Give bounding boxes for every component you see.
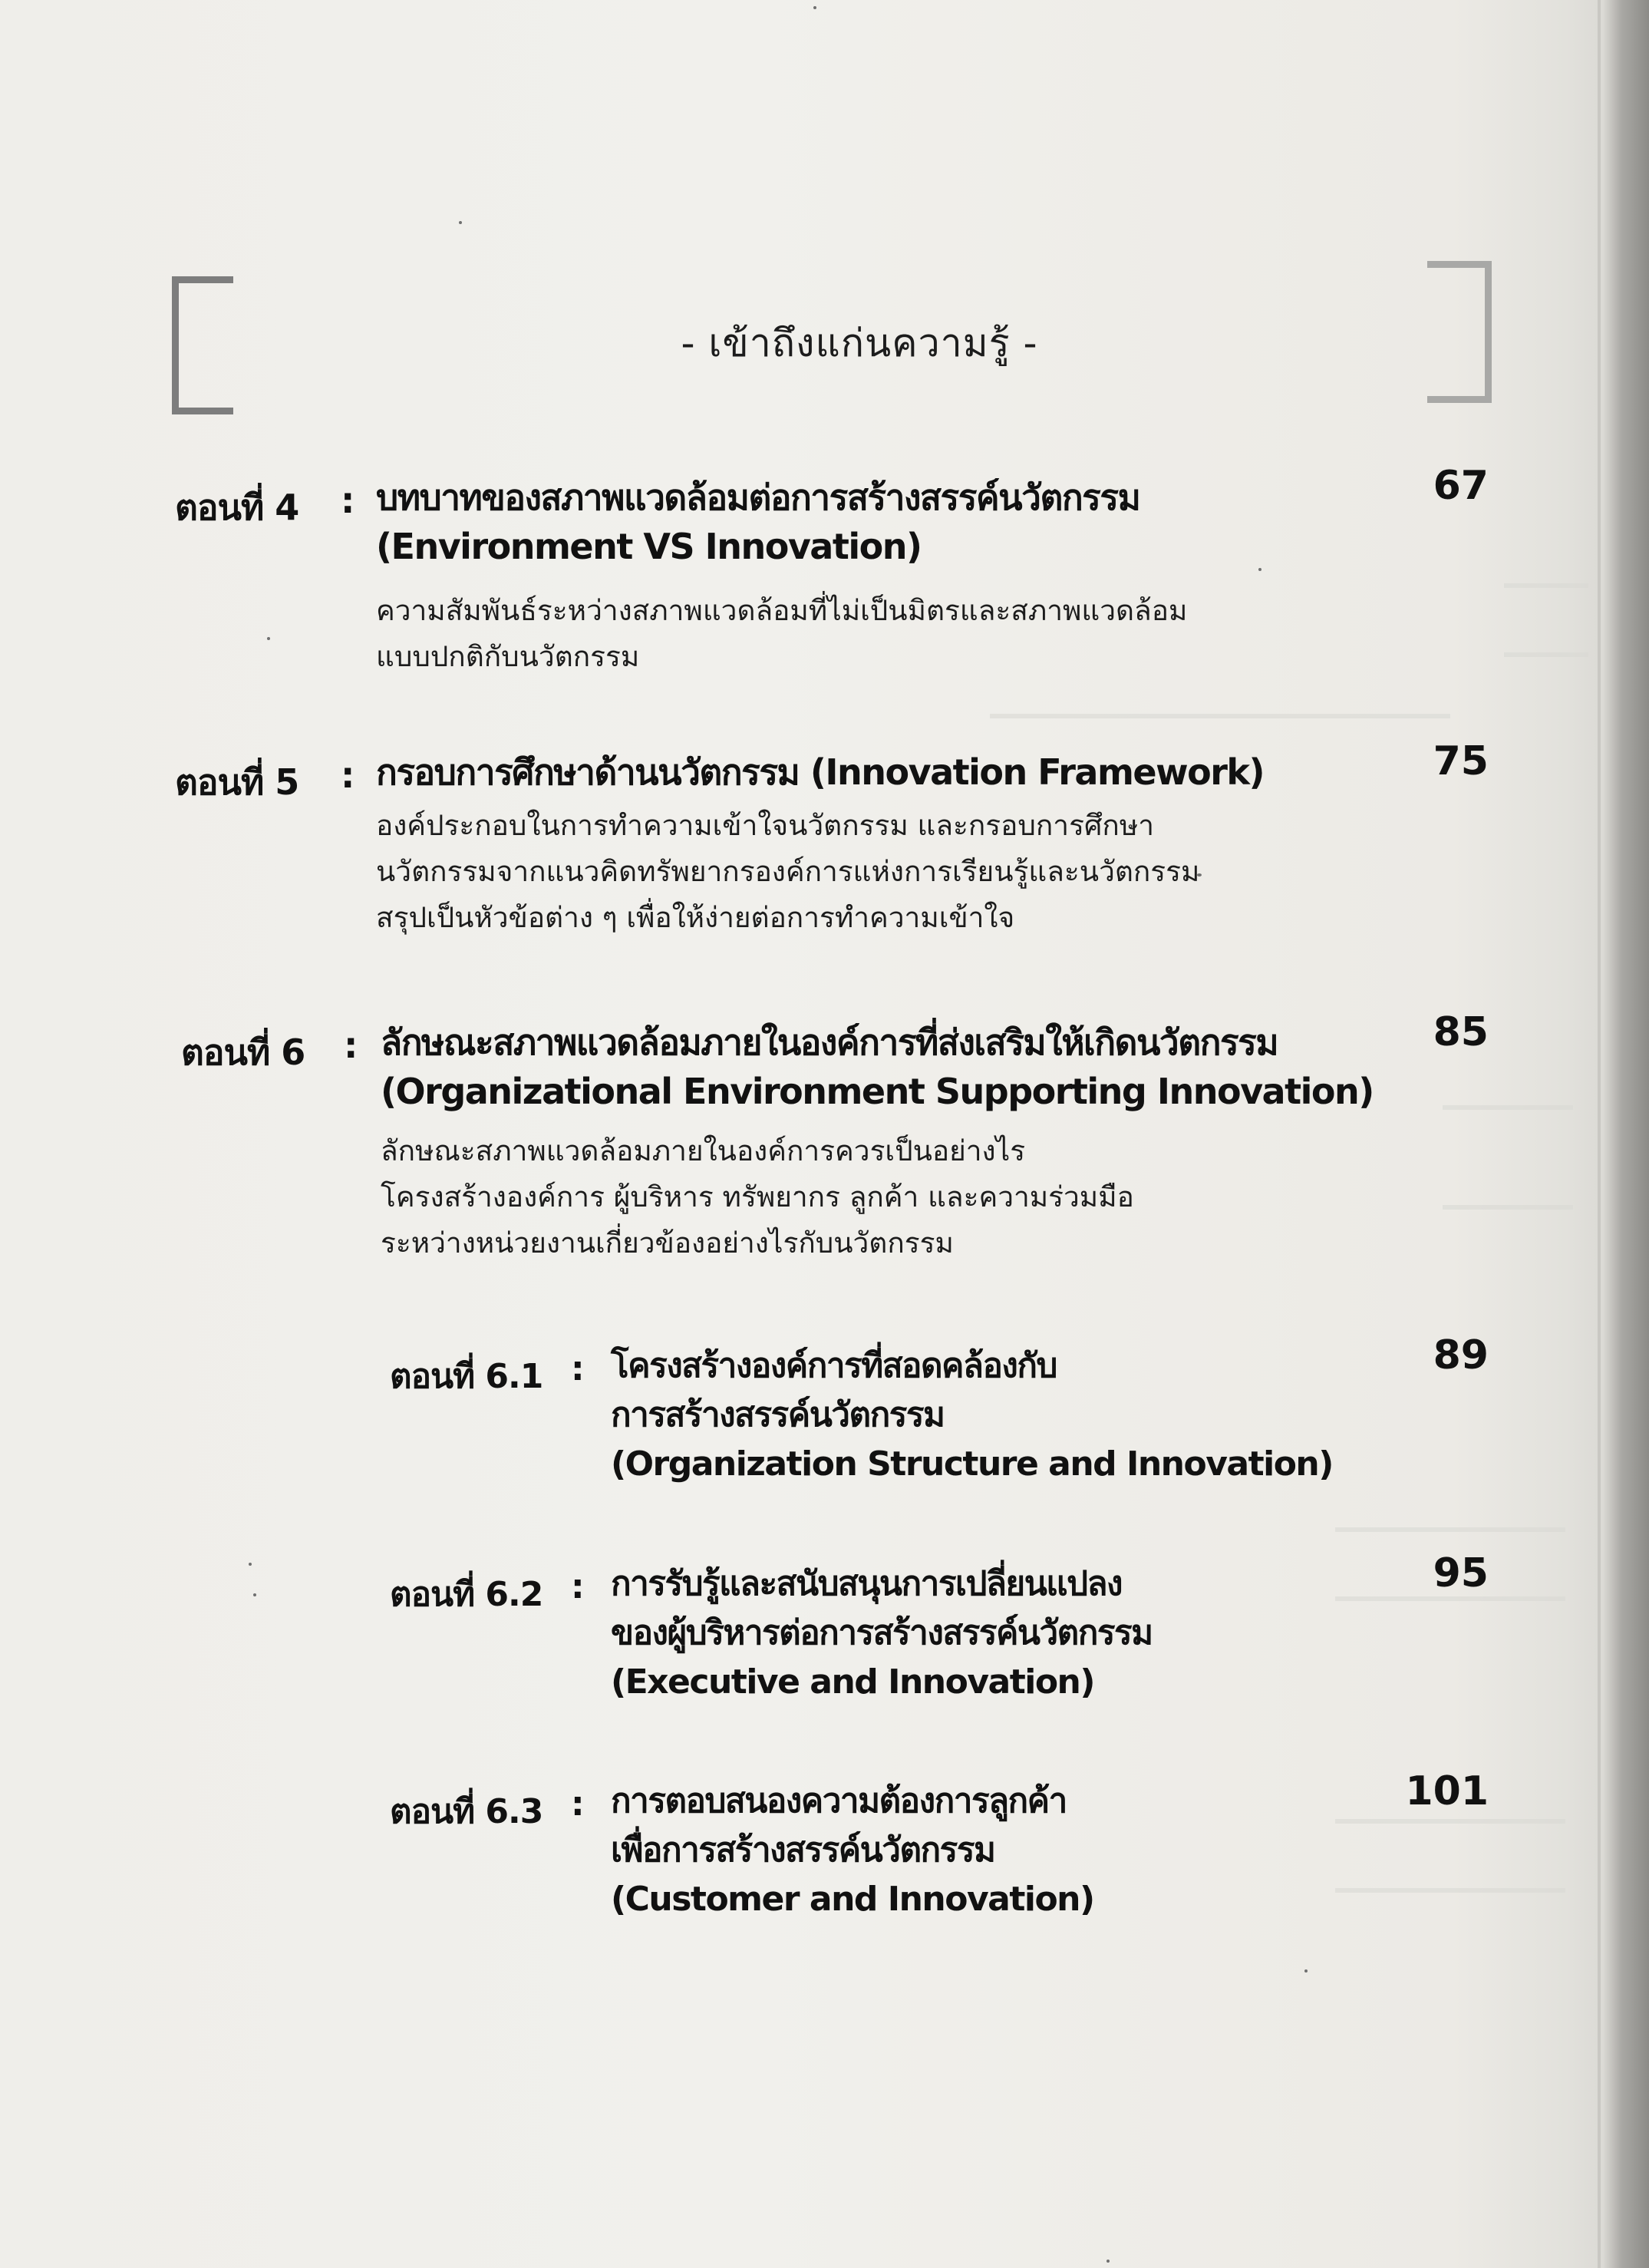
speck	[1258, 568, 1261, 571]
toc-subentry-colon: :	[571, 1567, 585, 1606]
toc-entry-title-line: บทบาทของสภาพแวดล้อมต่อการสร้างสรรค์นวัตกรรม	[376, 477, 1140, 518]
toc-entry-label: ตอนที่ 4	[175, 487, 299, 528]
toc-subentry-colon: :	[571, 1349, 585, 1388]
show-through	[1504, 583, 1588, 588]
right-bracket-decoration	[1427, 261, 1492, 403]
toc-entry-description-line: นวัตกรรมจากแนวคิดทรัพยากรองค์การแห่งการเรียนรู้และนวัตกรรม	[376, 855, 1200, 888]
page-edge-line	[1598, 0, 1601, 2268]
toc-entry-title-line: กรอบการศึกษาด้านนวัตกรรม (Innovation Framework)	[376, 751, 1264, 793]
speck	[267, 637, 270, 640]
toc-entry-description-line: สรุปเป็นหัวข้อต่าง ๆ เพื่อให้ง่ายต่อการทำความเข้าใจ	[376, 901, 1015, 934]
toc-subentry-title	[611, 1560, 1153, 1707]
toc-entry-page-number: 67	[1433, 463, 1489, 509]
show-through	[1335, 1819, 1565, 1824]
toc-entry-colon: :	[344, 1025, 358, 1066]
show-through	[990, 714, 1450, 718]
toc-subentry-label: ตอนที่ 6.2	[390, 1575, 543, 1614]
toc-entry-title-line: (Environment VS Innovation)	[376, 526, 922, 567]
toc-entry-description-line: ความสัมพันธ์ระหว่างสภาพแวดล้อมที่ไม่เป็นมิตรและสภาพแวดล้อม	[376, 594, 1188, 627]
toc-entry-page-number: 85	[1433, 1009, 1489, 1055]
speck	[1304, 1969, 1308, 1973]
speck	[813, 6, 816, 9]
page-title: - เข้าถึงแก่นความรู้ -	[681, 321, 1038, 365]
toc-subentry-title-line: ของผู้บริหารต่อการสร้างสรรค์นวัตกรรม	[611, 1613, 1153, 1652]
show-through	[1335, 1527, 1565, 1532]
toc-entry-title	[376, 748, 1264, 797]
toc-subentry-page-number: 95	[1433, 1550, 1489, 1596]
show-through	[1335, 1888, 1565, 1893]
toc-entry-description-line: โครงสร้างองค์การ ผู้บริหาร ทรัพยากร ลูกค้า และความร่วมมือ	[381, 1180, 1134, 1213]
toc-entry-description-line: แบบปกติกับนวัตกรรม	[376, 640, 640, 673]
toc-entry-description	[381, 1128, 1134, 1266]
toc-entry-description-line: ลักษณะสภาพแวดล้อมภายในองค์การควรเป็นอย่างไร	[381, 1134, 1026, 1167]
toc-subentry-label: ตอนที่ 6.1	[390, 1357, 543, 1396]
speck	[1106, 2260, 1110, 2263]
toc-entry-colon: :	[341, 480, 355, 521]
speck	[249, 1563, 252, 1566]
page-edge-shadow	[1604, 0, 1649, 2268]
toc-subentry-page-number: 101	[1405, 1768, 1489, 1814]
toc-entry-title-line: ลักษณะสภาพแวดล้อมภายในองค์การที่ส่งเสริมให้เกิดนวัตกรรม	[381, 1022, 1278, 1063]
toc-subentry-title-line: (Customer and Innovation)	[611, 1880, 1094, 1919]
toc-subentry-title-line: เพื่อการสร้างสรรค์นวัตกรรม	[611, 1831, 995, 1870]
toc-entry-page-number: 75	[1433, 738, 1489, 784]
toc-entry-colon: :	[341, 754, 355, 796]
show-through	[1443, 1205, 1573, 1210]
toc-entry-title	[381, 1018, 1374, 1116]
show-through	[1335, 1596, 1565, 1601]
toc-entry-description-line: ระหว่างหน่วยงานเกี่ยวข้องอย่างไรกับนวัตกรรม	[381, 1226, 954, 1259]
toc-entry-description	[376, 588, 1187, 680]
toc-subentry-title-line: โครงสร้างองค์การที่สอดคล้องกับ	[611, 1346, 1057, 1385]
speck	[459, 221, 462, 224]
show-through	[1443, 1105, 1573, 1110]
toc-subentry-title	[611, 1777, 1094, 1924]
toc-subentry-label: ตอนที่ 6.3	[390, 1792, 543, 1831]
speck	[253, 1593, 256, 1596]
show-through	[1504, 652, 1588, 657]
toc-subentry-colon: :	[571, 1784, 585, 1824]
toc-entry-label: ตอนที่ 6	[181, 1032, 305, 1073]
left-bracket-decoration	[172, 276, 233, 414]
toc-entry-title-line: (Organizational Environment Supporting Innovation)	[381, 1071, 1374, 1112]
toc-subentry-page-number: 89	[1433, 1332, 1489, 1378]
toc-subentry-title-line: การรับรู้และสนับสนุนการเปลี่ยนแปลง	[611, 1564, 1123, 1603]
toc-entry-title	[376, 473, 1139, 571]
toc-subentry-title-line: การตอบสนองความต้องการลูกค้า	[611, 1781, 1067, 1821]
toc-entry-description	[376, 803, 1199, 941]
toc-subentry-title	[611, 1342, 1333, 1489]
toc-subentry-title-line: (Executive and Innovation)	[611, 1662, 1094, 1702]
toc-subentry-title-line: (Organization Structure and Innovation)	[611, 1444, 1333, 1484]
toc-entry-label: ตอนที่ 5	[175, 761, 299, 803]
toc-entry-description-line: องค์ประกอบในการทำความเข้าใจนวัตกรรม และกรอบการศึกษา	[376, 809, 1154, 842]
toc-subentry-title-line: การสร้างสรรค์นวัตกรรม	[611, 1395, 945, 1434]
